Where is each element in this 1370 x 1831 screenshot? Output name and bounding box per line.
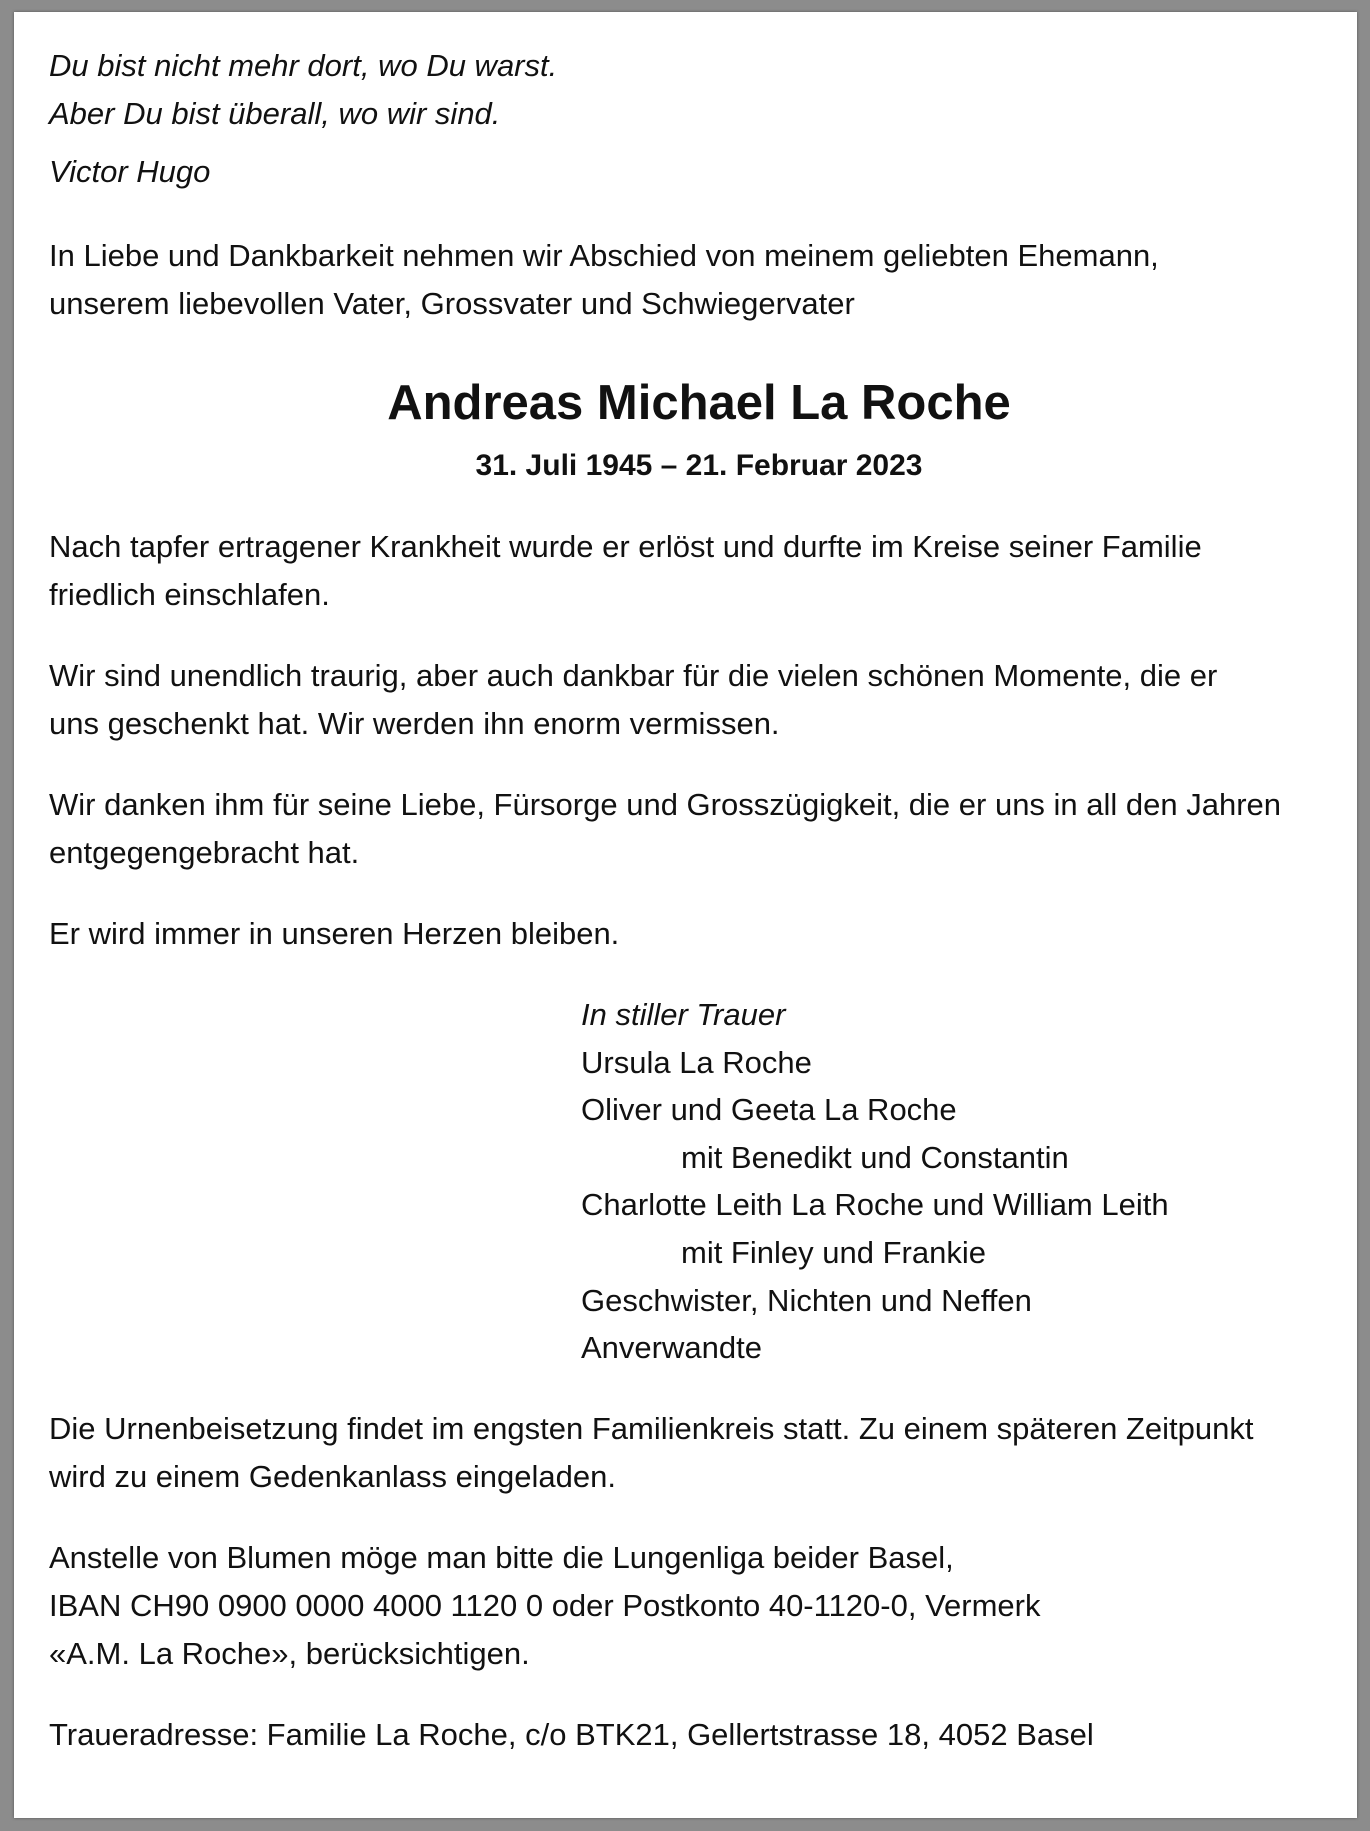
paragraph-line: uns geschenkt hat. Wir werden ihn enorm vermissen. [49, 706, 780, 741]
paragraph-line: Anstelle von Blumen möge man bitte die Lungenliga beider Basel, [49, 1539, 954, 1575]
deceased-name: Andreas Michael La Roche [387, 376, 1011, 430]
paragraph-hearts [49, 910, 1329, 958]
life-dates: 31. Juli 1945 – 21. Februar 2023 [475, 449, 923, 482]
quote-line-1: Du bist nicht mehr dort, wo Du warst. [49, 48, 558, 83]
mourning-address [49, 1711, 1329, 1759]
quote-author: Victor Hugo [49, 154, 211, 189]
quote-line-2: Aber Du bist überall, wo wir sind. [49, 96, 501, 131]
mourner-name: Anverwandte [581, 1330, 762, 1366]
mourners-block [581, 991, 1329, 1372]
mourner-name: Charlotte Leith La Roche und William Leith [581, 1187, 1169, 1223]
paragraph-line: friedlich einschlafen. [49, 577, 330, 612]
paragraph-line: wird zu einem Gedenkanlass eingeladen. [49, 1458, 616, 1494]
address-line: Traueradresse: Familie La Roche, c/o BTK21, Gellertstrasse 18, 4052 Basel [49, 1716, 1094, 1752]
paragraph-line: Nach tapfer ertragener Krankheit wurde er erlöst und durfte im Kreise seiner Familie [49, 529, 1202, 564]
paragraph-line: Die Urnenbeisetzung findet im engsten Familienkreis statt. Zu einem späteren Zeitpunkt [49, 1410, 1254, 1446]
intro-line-2: unserem liebevollen Vater, Grossvater und Schwiegervater [49, 286, 855, 321]
intro-line-1: In Liebe und Dankbarkeit nehmen wir Abschied von meinem geliebten Ehemann, [49, 238, 1159, 273]
mourners-heading: In stiller Trauer [581, 997, 786, 1032]
paragraph-illness [49, 523, 1329, 619]
paragraph-line: entgegengebracht hat. [49, 835, 360, 870]
mourner-name: Oliver und Geeta La Roche [581, 1092, 957, 1128]
mourner-name: mit Benedikt und Constantin [681, 1139, 1069, 1175]
paragraph-line: IBAN CH90 0900 0000 4000 1120 0 oder Postkonto 40-1120-0, Vermerk [49, 1587, 1041, 1623]
paragraph-line: Wir danken ihm für seine Liebe, Fürsorge und Grosszügigkeit, die er uns in all den Jahren [49, 787, 1282, 822]
obituary-page [14, 12, 1357, 1818]
mourner-name: mit Finley und Frankie [681, 1234, 986, 1270]
paragraph-line: Wir sind unendlich traurig, aber auch dankbar für die vielen schönen Momente, die er [49, 658, 1218, 693]
donation-paragraph [49, 1534, 1329, 1678]
obituary-content [49, 42, 1329, 1759]
mourner-name: Ursula La Roche [581, 1044, 812, 1080]
paragraph-line: Er wird immer in unseren Herzen bleiben. [49, 916, 620, 951]
mourner-name: Geschwister, Nichten und Neffen [581, 1282, 1032, 1318]
paragraph-thanks [49, 781, 1329, 877]
paragraph-gratitude [49, 652, 1329, 748]
ceremony-paragraph [49, 1405, 1329, 1501]
paragraph-line: «A.M. La Roche», berücksichtigen. [49, 1635, 530, 1671]
intro-paragraph [49, 232, 1329, 328]
quote [49, 42, 1329, 196]
